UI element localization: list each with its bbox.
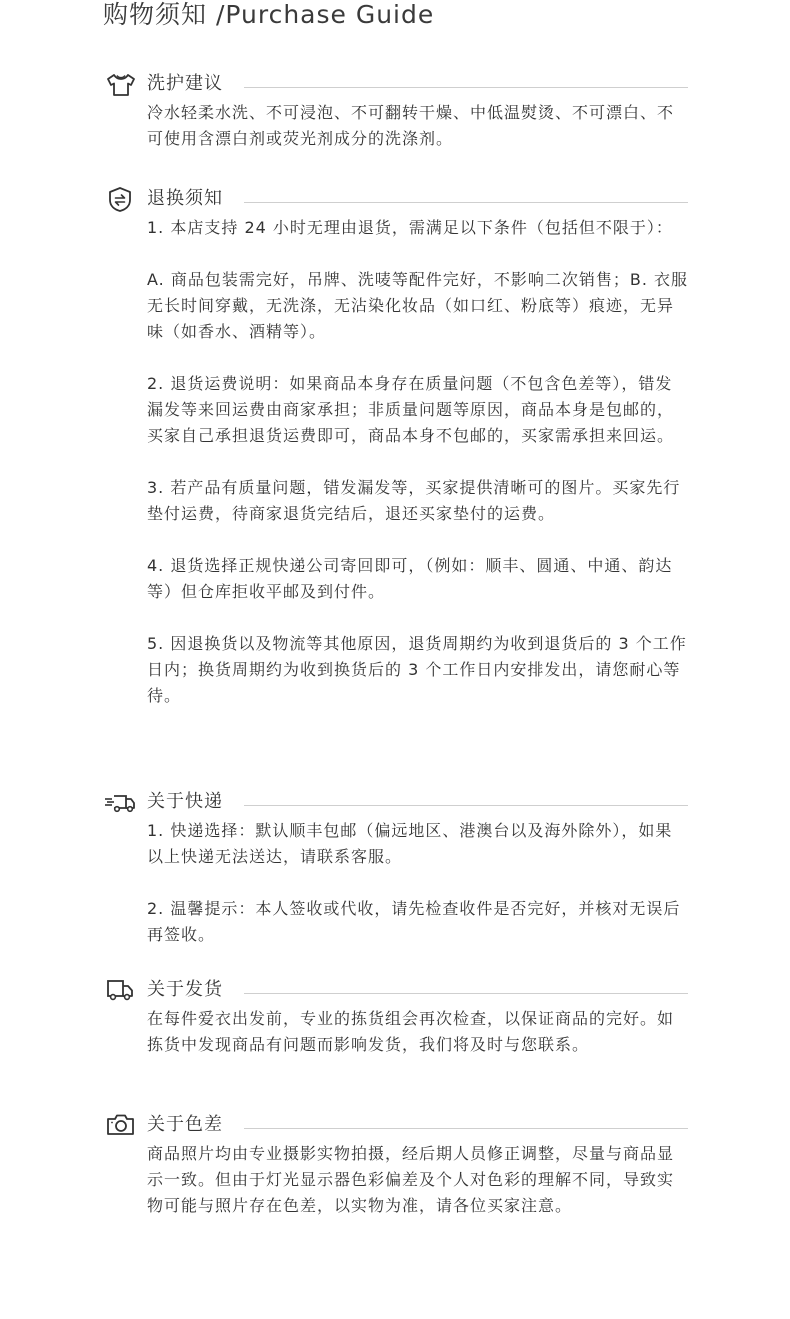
fast-truck-icon — [104, 787, 136, 817]
section-paragraph: 2. 退货运费说明：如果商品本身存在质量问题（不包含色差等），错发漏发等来回运费由商家承担；非质量问题等原因，商品本身是包邮的，买家自己承担退货运费即可，商品本身不包邮的，买家需承担来回运。 — [147, 374, 675, 445]
section-paragraph: 冷水轻柔水洗、不可浸泡、不可翻转干燥、中低温熨烫、不可漂白、不可使用含漂白剂或荧光剂成分的洗涤剂。 — [147, 103, 675, 148]
section-divider — [244, 87, 688, 88]
section-paragraph: 4. 退货选择正规快递公司寄回即可，（例如：顺丰、圆通、中通、韵达等）但仓库拒收平邮及到付件。 — [147, 556, 673, 601]
section-color-header — [0, 1110, 790, 1140]
section-paragraph: 在每件爱衣出发前，专业的拣货组会再次检查，以保证商品的完好。如拣货中发现商品有问题而影响发货，我们将及时与您联系。 — [147, 1009, 675, 1054]
section-paragraph: 1. 本店支持 24 小时无理由退货，需满足以下条件（包括但不限于）： — [147, 218, 673, 237]
section-divider — [244, 1128, 688, 1129]
page-title: 购物须知 /Purchase Guide — [103, 0, 435, 29]
section-color-body — [147, 1141, 688, 1219]
section-returns-body — [147, 215, 688, 709]
section-express-header — [0, 787, 790, 817]
section-shipping-body — [147, 1006, 688, 1058]
tshirt-icon — [104, 69, 136, 99]
section-shipping-header — [0, 975, 790, 1005]
section-express-body — [147, 818, 688, 948]
section-paragraph: A. 商品包装需完好，吊牌、洗唛等配件完好，不影响二次销售；B. 衣服无长时间穿戴，无洗涤，无沾染化妆品（如口红、粉底等）痕迹，无异味（如香水、酒精等）。 — [147, 270, 688, 341]
section-paragraph: 1. 快递选择：默认顺丰包邮（偏远地区、港澳台以及海外除外），如果以上快递无法送达，请联系客服。 — [147, 821, 673, 866]
section-paragraph: 5. 因退换货以及物流等其他原因，退货周期约为收到退货后的 3 个工作日内；换货周期约为收到换货后的 3 个工作日内安排发出，请您耐心等待。 — [147, 634, 687, 705]
section-care-title: 洗护建议 — [147, 73, 223, 94]
section-shipping-title: 关于发货 — [147, 979, 223, 1000]
delivery-truck-icon — [104, 975, 136, 1005]
section-paragraph: 商品照片均由专业摄影实物拍摄，经后期人员修正调整，尽量与商品显示一致。但由于灯光显示器色彩偏差及个人对色彩的理解不同，导致实物可能与照片存在色差，以实物为准，请各位买家注意。 — [147, 1144, 675, 1215]
section-paragraph: 2. 温馨提示：本人签收或代收，请先检查收件是否完好，并核对无误后再签收。 — [147, 899, 681, 944]
section-divider — [244, 993, 688, 994]
section-paragraph: 3. 若产品有质量问题，错发漏发等，买家提供清晰可的图片。买家先行垫付运费，待商家退货完结后，退还买家垫付的运费。 — [147, 478, 681, 523]
section-care-header — [0, 69, 790, 99]
section-returns-header — [0, 184, 790, 214]
shield-exchange-icon — [104, 184, 136, 214]
section-divider — [244, 202, 688, 203]
section-color-title: 关于色差 — [147, 1114, 223, 1135]
camera-icon — [104, 1110, 136, 1140]
section-divider — [244, 805, 688, 806]
section-care-body — [147, 100, 688, 152]
section-returns-title: 退换须知 — [147, 188, 223, 209]
section-express-title: 关于快递 — [147, 791, 223, 812]
